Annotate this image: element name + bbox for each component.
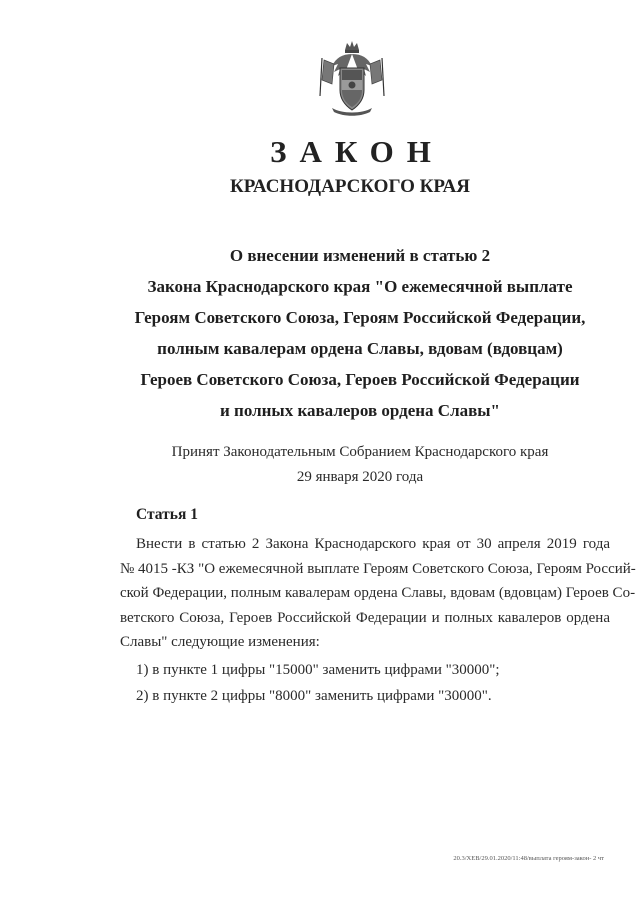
law-name-line: Героев Советского Союза, Героев Российской Федерации (140, 370, 580, 389)
law-name-line: О внесении изменений в статью 2 (229, 246, 491, 265)
adoption-date: 29 января 2020 года (296, 469, 424, 485)
document-code: 20.3/XЕВ/29.01.2020/11:48/выплата героям-закон- 2 чт (453, 855, 604, 862)
krasnodar-coat-of-arms-icon (318, 38, 386, 118)
adoption-body: Принят Законодательным Собранием Краснодарского края (171, 444, 549, 460)
article-paragraph (120, 532, 636, 655)
law-name-line: Закона Краснодарского края "О ежемесячной выплате (147, 277, 573, 296)
law-name (80, 240, 640, 426)
region-name: КРАСНОДАРСКОГО КРАЯ (229, 176, 471, 197)
paragraph-line: Внести в статью 2 Закона Краснодарского края от 30 апреля 2019 года (136, 536, 610, 552)
article-heading: Статья 1 (136, 506, 198, 523)
adoption-note (80, 440, 640, 490)
paragraph-line: № 4015 -КЗ "О ежемесячной выплате Героям Советского Союза, Героям Россий- (120, 560, 636, 577)
law-title: ЗАКОН (270, 134, 444, 169)
paragraph-line: Славы" следующие изменения: (120, 634, 320, 650)
law-name-line: и полных кавалеров ордена Славы" (219, 401, 500, 420)
paragraph-line: ветского Союза, Героев Российской Федерации и полных кавалеров ордена (120, 609, 610, 626)
law-name-line: Героям Советского Союза, Героям Российской Федерации, (134, 308, 586, 327)
paragraph-line: ской Федерации, полным кавалерам ордена Славы, вдовам (вдовцам) Героев Со- (120, 585, 636, 601)
amendment-item-2: 2) в пункте 2 цифры "8000" заменить цифрами "30000". (136, 688, 492, 704)
amendment-item-1: 1) в пункте 1 цифры "15000" заменить цифрами "30000"; (136, 662, 500, 678)
law-name-line: полным кавалерам ордена Славы, вдовам (вдовцам) (157, 339, 563, 358)
